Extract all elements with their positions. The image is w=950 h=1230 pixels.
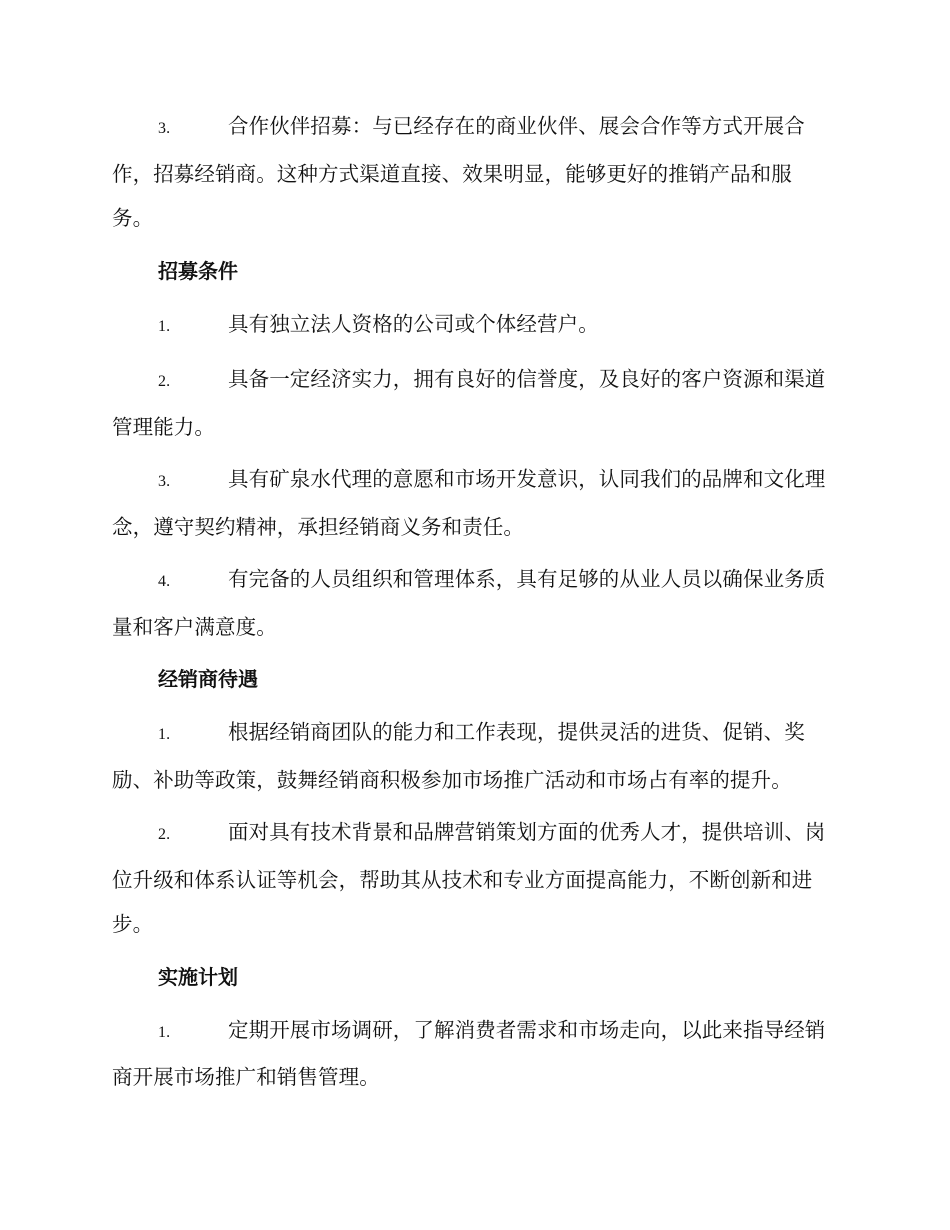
item-number: 4. — [158, 573, 171, 590]
item-number: 2. — [158, 373, 171, 390]
list-item — [112, 302, 832, 350]
list-item — [112, 810, 832, 947]
list-item — [112, 104, 832, 241]
list-item — [112, 710, 832, 802]
list-item — [112, 357, 832, 449]
list-item — [112, 557, 832, 649]
item-number: 2. — [158, 826, 171, 843]
item-number: 1. — [158, 1023, 171, 1041]
item-text: 合作伙伴招募：与已经存在的商业伙伴、展会合作等方式开展合作，招募经销商。这种方式渠道直接、效果明显，能够更好的推销产品和服务。 — [112, 114, 805, 230]
list-item — [112, 1008, 832, 1100]
list-item — [112, 457, 832, 549]
item-number: 1. — [158, 317, 171, 335]
item-text: 根据经销商团队的能力和工作表现，提供灵活的进货、促销、奖励、补助等政策，鼓舞经销商积极参加市场推广活动和市场占有率的提升。 — [112, 720, 805, 792]
item-text: 有完备的人员组织和管理体系，具有足够的从业人员以确保业务质量和客户满意度。 — [112, 567, 826, 639]
section-heading: 招募条件 — [158, 258, 238, 283]
item-number: 1. — [158, 726, 171, 743]
item-text: 具备一定经济实力，拥有良好的信誉度，及良好的客户资源和渠道管理能力。 — [112, 367, 826, 439]
item-text: 定期开展市场调研，了解消费者需求和市场走向，以此来指导经销商开展市场推广和销售管理。 — [112, 1017, 826, 1089]
section-heading: 实施计划 — [158, 964, 238, 989]
item-number: 3. — [158, 120, 171, 137]
item-number: 3. — [158, 473, 171, 490]
document-body — [112, 104, 832, 1108]
item-text: 面对具有技术背景和品牌营销策划方面的优秀人才，提供培训、岗位升级和体系认证等机会，帮助其从技术和专业方面提高能力，不断创新和进步。 — [112, 820, 826, 936]
item-text: 具有矿泉水代理的意愿和市场开发意识，认同我们的品牌和文化理念，遵守契约精神，承担经销商义务和责任。 — [112, 467, 826, 539]
section-heading: 经销商待遇 — [158, 667, 258, 691]
item-text: 具有独立法人资格的公司或个体经营户。 — [228, 311, 599, 336]
